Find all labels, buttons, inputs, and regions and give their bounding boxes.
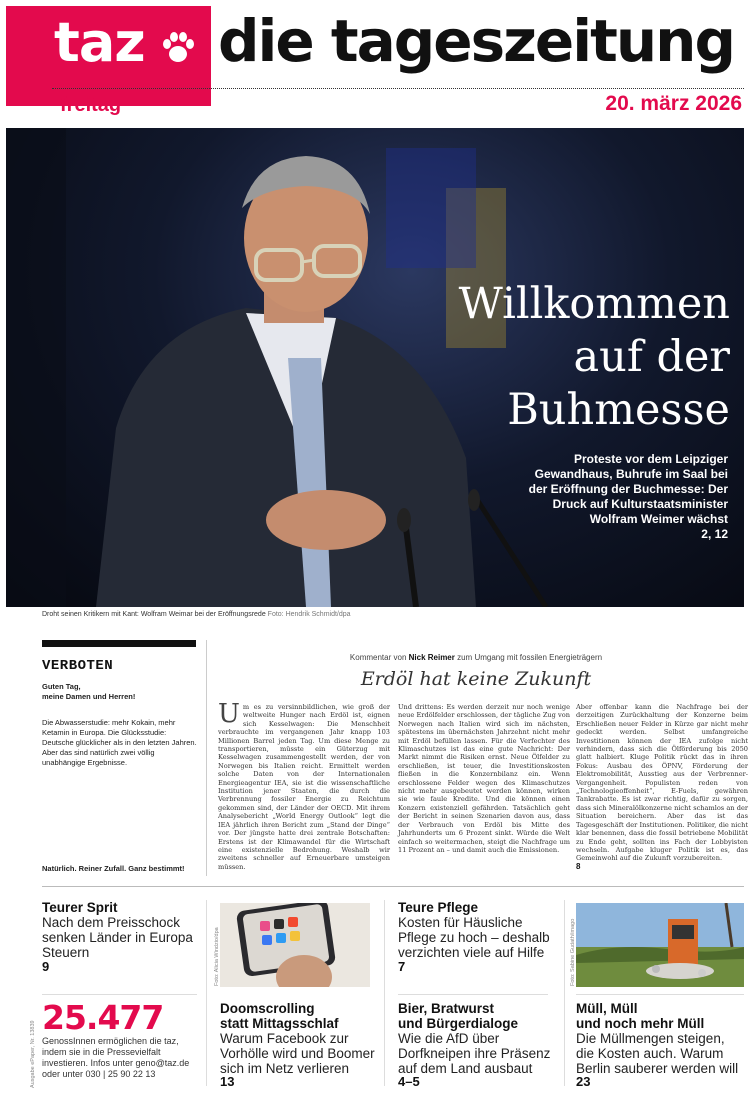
teaser-scroll-head-1[interactable]: Doomscrolling [220, 1001, 315, 1016]
photo-credit: Foto: Alicia Windzio/dpa [214, 927, 220, 986]
teaser-scroll-head-2[interactable]: statt Mittagsschlaf [220, 1016, 339, 1031]
newspaper-title: die tageszeitung [218, 7, 734, 75]
phone-illustration [220, 903, 370, 987]
photo-credit: Foto: Hendrik Schmidt/dpa [267, 611, 351, 618]
commentary-author[interactable]: Nick Reimer [408, 653, 455, 662]
headline-line: auf der [573, 332, 730, 382]
hero-teaser[interactable] [528, 452, 728, 542]
page-ref: 23 [576, 1074, 591, 1089]
trash-photo[interactable] [576, 903, 744, 987]
column-divider [384, 900, 385, 1086]
teaser-bier-body: Wie die AfD über Dorfkneipen ihre Präsenz auf dem Land ausbaut [398, 1031, 551, 1076]
teaser-scroll-body: Warum Facebook zur Vorhölle wird und Boomer sich im Netz verlieren [220, 1031, 375, 1076]
dropcap: U [218, 699, 240, 729]
teaser-bier-head-1[interactable]: Bier, Bratwurst [398, 1001, 495, 1016]
issue-day: freitag [60, 94, 122, 116]
paw-icon [159, 30, 195, 66]
commentary-prefix: Kommentar von [349, 653, 407, 662]
commentary-title[interactable]: Erdöl hat keine Zukunft [360, 668, 592, 690]
masthead-divider [52, 88, 744, 89]
column-closing: Natürlich. Reiner Zufall. Ganz bestimmt! [42, 864, 185, 873]
photo-caption [42, 611, 351, 618]
headline-line: Buhmesse [507, 385, 730, 435]
hero-photo[interactable] [6, 128, 744, 607]
caption-text: Droht seinen Kritikern mit Kant: Wolfram Weimar bei der Eröffnungsrede [42, 611, 266, 618]
page-ref: 9 [42, 959, 50, 974]
greeting-line-1: Guten Tag, [42, 682, 81, 691]
commentary-column-3 [576, 703, 748, 871]
teaser-bier-head-2[interactable]: und Bürgerdialoge [398, 1016, 519, 1031]
column-text: Die Abwasserstudie: mehr Kokain, mehr Ketamin in Europa. Die Glücksstudie: Deutsche glücklicher als in den letzten Jahren. Aber das sind natürlich zwei völlig unabhängige Ergebnisse. [42, 718, 197, 767]
teaser-pflege-head[interactable]: Teure Pflege [398, 900, 479, 915]
geno-text[interactable]: GenossInnen ermöglichen die taz, indem sie in die Pressevielfalt investieren. Infos unter geno@taz.de oder unter 030 | 25 90 22 13 [42, 1036, 190, 1079]
teaser-muell-head-2[interactable]: und noch mehr Müll [576, 1016, 705, 1031]
page-ref: 2, 12 [701, 527, 728, 541]
genossen-count: 25.477 [42, 998, 164, 1037]
teaser-sprit-head[interactable]: Teurer Sprit [42, 900, 118, 915]
headline-line: Willkommen [458, 279, 730, 329]
edition-info: Ausgabe ePaper, Nr. 13839 [30, 1020, 36, 1088]
phone-photo[interactable] [220, 903, 370, 987]
teaser-sprit-body: Nach dem Preisschock senken Länder in Europa Steuern [42, 915, 193, 960]
commentary-col1-text: m es zu versinnbildlichen, wie groß der weltweite Hunger nach Erdöl ist, eignen sich Kesselwagen: Die Menschheit verbrauchte im vergangenen Jahr knapp 103 Millionen Barrel jeden Tag. Um diese Menge zu transportieren, müsste ein Güterzug mit Kesselwagen zusammengestellt werden, der von Norwegen bis Italien reicht. Ermittelt werden solche Daten von der Internationalen Energieagentur IEA, sie ist die wissenschaftliche Institution jener Staaten, die durch die Verbrennung fossiler Energie zu Reichtum gekommen sind, der Länder der OECD. Mit ihrem Analysebericht „World Energy Outlook“ legt die IEA jährlich ihren Bericht zum „Stand der Dinge“ vor. Der jüngste hatte drei zentrale Botschaften: Erstens ist der Klimawandel für die Wirtschaft eine existenzielle Bedrohung. Weshalb wir zweitens schneller auf Erneuerbare umsteigen müssen. [218, 703, 390, 871]
column-bar [42, 640, 196, 647]
issue-date: 20. märz 2026 [605, 92, 742, 115]
logo-text: taz [54, 11, 145, 74]
section-divider [42, 886, 744, 887]
page-ref: 8 [576, 861, 581, 871]
commentary-suffix: zum Umgang mit fossilen Energieträgern [457, 653, 603, 662]
commentary-label [206, 653, 746, 662]
column-title[interactable]: VERBOTEN [42, 658, 114, 674]
page-ref: 7 [398, 959, 406, 974]
section-divider [42, 994, 197, 995]
taz-logo[interactable] [6, 6, 211, 106]
teaser-muell-body: Die Müllmengen steigen, die Kosten auch. Warum Berlin sauberer werden will [576, 1031, 739, 1076]
commentary-column-1 [218, 699, 390, 871]
commentary-col3-text: Aber offenbar kann die Nachfrage bei der derzeitigen Zurückhaltung der Konzerne beim Erschließen neuer Felder in Kürze gar nicht mehr gedeckt werden. Selbst umfangreiche Investitionen können der IEA zufolge nicht verhindern, dass sich die Ölförderung bis 2050 glatt halbiert. Kluge Politik rückt das in ihren Fokus: Ausbau des ÖPNV, Förderung der Elektromobilität, Ausstieg aus der Verbrenner-Vergangenheit. Populisten reden von „Technologieoffenheit“, E-Fuels, gewähren Tankrabatte. Es ist zwar richtig, dafür zu sorgen, dass sich Mineralölkonzerne nicht schamlos an der Situation bereichern. Aber das ist das Tagesgeschäft der Institutionen. Politiker, die nicht klar benennen, dass die fossil betriebene Mobilität zu Ende geht, sollten ins Fach der Lobbyisten wechseln. Aufgabe kluger Politik ist es, das Gemeinwohl auf die Zukunft vorzubereiten. [576, 703, 748, 863]
section-divider [398, 994, 548, 995]
photo-credit: Foto: Sabine Gudath/imago [570, 918, 576, 986]
section-divider [576, 994, 744, 995]
greeting-line-2: meine Damen und Herren! [42, 692, 136, 701]
column-divider [564, 900, 565, 1086]
page-ref: 4–5 [398, 1074, 420, 1089]
column-divider [206, 900, 207, 1086]
teaser-pflege-body: Kosten für Häusliche Pflege zu hoch – deshalb verzichten viele auf Hilfe [398, 915, 550, 960]
hero-headline[interactable] [459, 278, 730, 437]
page-ref: 13 [220, 1074, 235, 1089]
commentary-column-2: Und drittens: Es werden derzeit nur noch wenige neue Erdölfelder erschlossen, der tägliche Zug von Norwegen nach Italien wird sich im nächsten, spätestens im übernächsten Jahrzehnt nicht mehr mit Erdöl befüllen lassen. Für die Verfechter des Klimaschutzes ist das eine gute Nachricht: Der Markt nimmt die Risiken ernst. Neue Ölfelder zu erschließen, ist teuer, die Investitionskosten fließen in die Konzernbilanz ein. Wenn erschlossene Felder wegen des Klimaschutzes nicht mehr ausgebeutet werden können, wirken sie wie faule Kredite. Und die können einen Konzern existenziell gefährden. Tatsächlich geht der Bericht in seinen Szenarien davon aus, dass der Verbrauch von Erdöl bis Mitte des Jahrhunderts um 6 Prozent sinkt. Würde die Welt einfach so weitermachen, steigt die Nachfrage um 11 Prozent an – und damit auch die Emissionen. [398, 703, 570, 854]
trash-illustration [576, 903, 744, 987]
hero-teaser-text: Proteste vor dem Leipziger Gewandhaus, Buhrufe im Saal bei der Eröffnung der Buchmesse: Der Druck auf Kulturstaatsminister Wolfram Weimer wächst [528, 452, 728, 526]
teaser-muell-head-1[interactable]: Müll, Müll [576, 1001, 638, 1016]
